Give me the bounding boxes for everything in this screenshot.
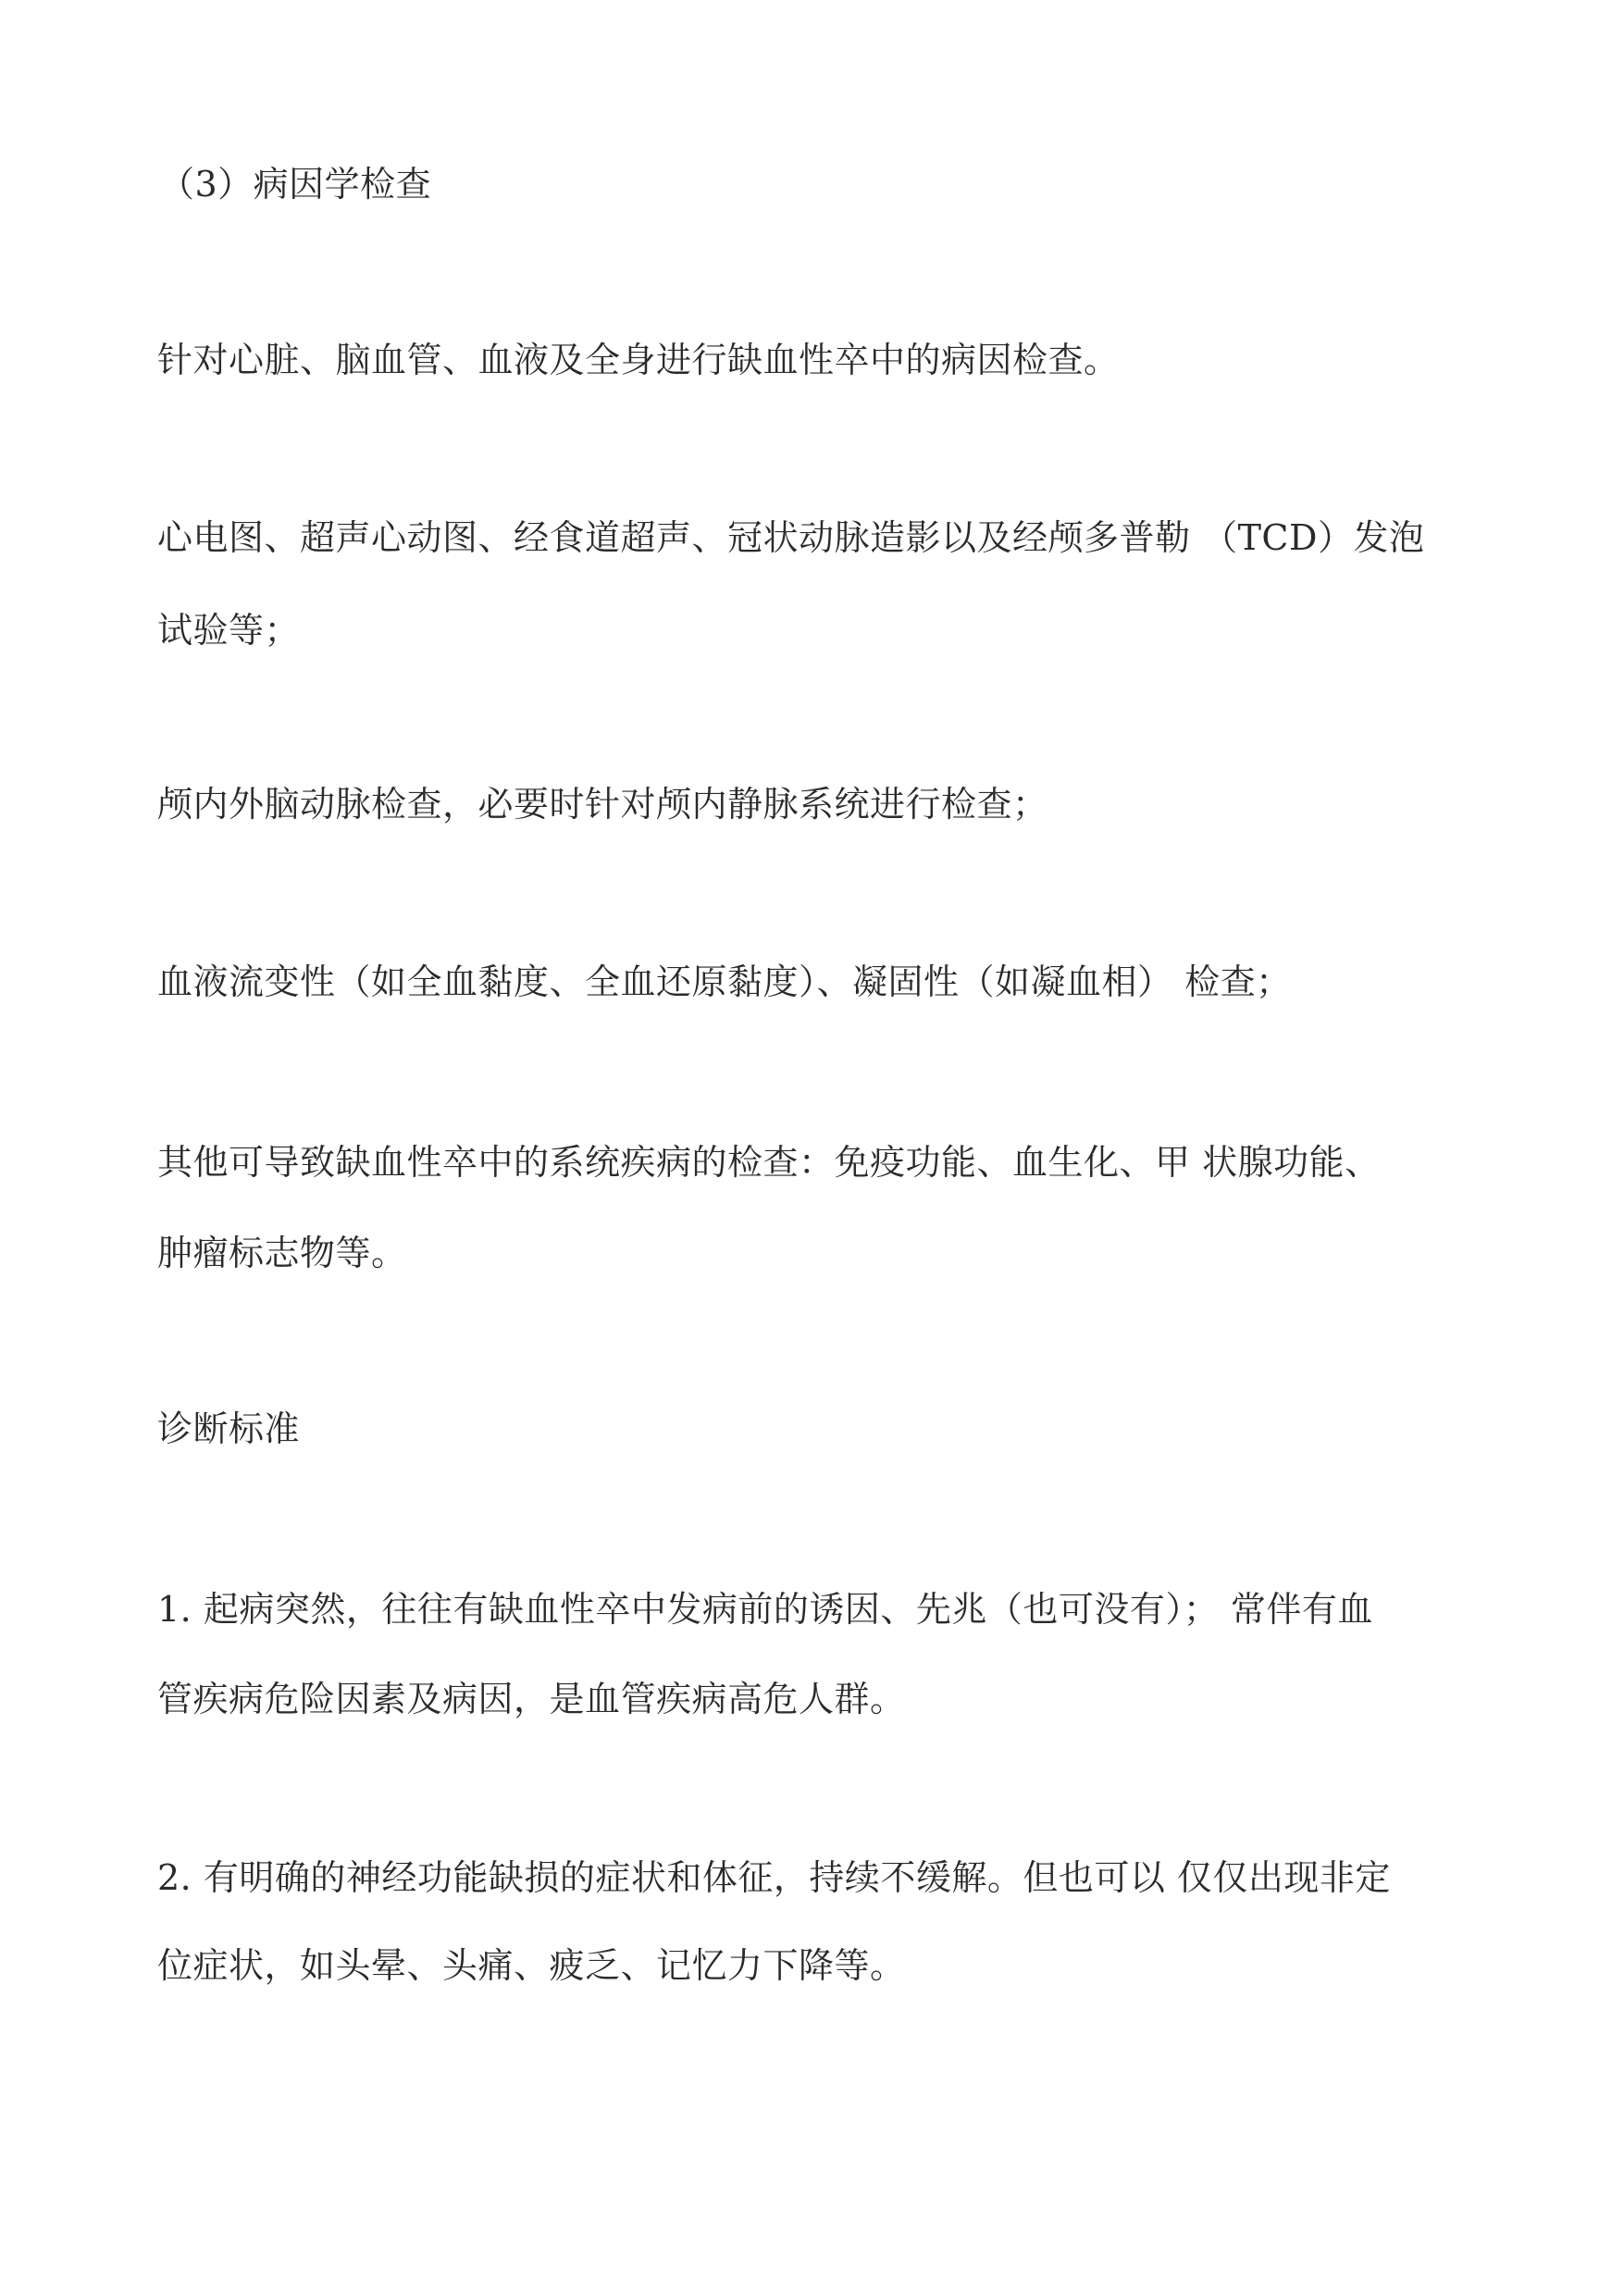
paragraph-intro: 针对心脏、脑血管、血液及全身进行缺血性卒中的病因检查。 — [157, 340, 1120, 380]
criterion-1-line2: 管疾病危险因素及病因，是血管疾病高危人群。 — [157, 1679, 906, 1719]
paragraph-blood-exams: 血液流变性（如全血黏度、全血还原黏度）、凝固性（如凝血相） 检查； — [157, 961, 1292, 1002]
section-heading-diagnosis: 诊断标准 — [157, 1408, 301, 1449]
criterion-2-line2: 位症状，如头晕、头痛、疲乏、记忆力下降等。 — [157, 1945, 906, 1986]
criterion-2-line1: 2. 有明确的神经功能缺损的症状和体征，持续不缓解。但也可以 仅仅出现非定 — [157, 1857, 1391, 1898]
paragraph-cardiac-exams-line2: 试验等； — [157, 610, 301, 651]
paragraph-cardiac-exams-line1: 心电图、超声心动图、经食道超声、冠状动脉造影以及经颅多普勒 （TCD）发泡 — [157, 517, 1425, 558]
criterion-1-line1: 1. 起病突然，往往有缺血性卒中发病前的诱因、先兆（也可没有）； 常伴有血 — [157, 1589, 1373, 1630]
paragraph-systemic-exams-line2: 肿瘤标志物等。 — [157, 1233, 407, 1273]
paragraph-artery-exams: 颅内外脑动脉检查，必要时针对颅内静脉系统进行检查； — [157, 784, 1048, 825]
section-heading-etiology: （3）病因学检查 — [159, 164, 432, 205]
paragraph-systemic-exams-line1: 其他可导致缺血性卒中的系统疾病的检查：免疫功能、血生化、甲 状腺功能、 — [157, 1142, 1381, 1183]
